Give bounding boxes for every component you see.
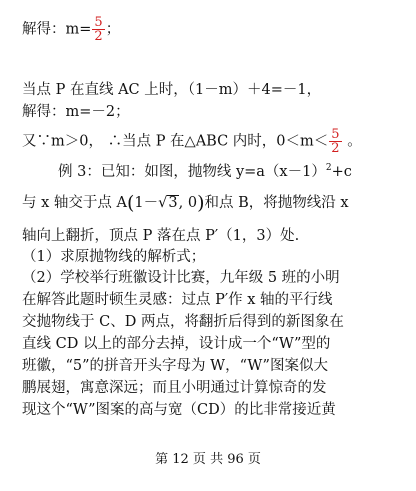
- right-paren: ): [197, 192, 205, 214]
- text: 解得：m=: [22, 21, 92, 38]
- fraction-numerator: 5: [94, 15, 103, 30]
- fraction-five-halves: [329, 128, 341, 155]
- line-point-a: [22, 193, 349, 213]
- text: ；: [105, 21, 121, 38]
- superscript: 2: [325, 163, 332, 174]
- page-footer: 第 12 页 共 96 页: [155, 452, 261, 467]
- fraction-denominator: 2: [331, 141, 340, 156]
- line-fold-vertex: 轴向上翻折，顶点 P 落在点 P′（1，3）处.: [22, 228, 300, 244]
- line-m-range: [22, 128, 362, 155]
- line-paragraph: 直线 CD 以上的部分去掉，设计成一个“W”型的: [22, 336, 331, 352]
- line-question-2: （2）学校举行班徽设计比赛，九年级 5 班的小明: [22, 270, 340, 286]
- text: +c: [331, 164, 352, 180]
- left-paren: (: [126, 192, 135, 214]
- line-question-1: （1）求原抛物线的解析式；: [22, 249, 206, 265]
- text: 1－: [134, 195, 159, 211]
- text: 例 3：已知：如图，抛物线 y=a（x－1）: [58, 164, 326, 180]
- line-solve-m2: 解得：m=－2；: [22, 104, 130, 120]
- text: 。: [347, 133, 362, 150]
- text: , 0: [178, 195, 198, 211]
- fraction-numerator: 5: [331, 127, 340, 142]
- sqrt-radicand: 3: [168, 195, 178, 211]
- line-paragraph: 现这个“W”图案的高与宽（CD）的比非常接近黄: [22, 402, 336, 418]
- line-paragraph: 班徽，“5”的拼音开头字母为 W，“W”图案似大: [22, 358, 328, 374]
- line-example-3: [58, 162, 352, 182]
- line-solve-m: [22, 16, 120, 43]
- sqrt-sign: √: [158, 195, 168, 211]
- line-paragraph: 鹏展翅，寓意深远；而且小明通过计算惊奇的发: [22, 380, 327, 396]
- text: 与 x 轴交于点 A: [22, 195, 127, 211]
- text: 和点 B，将抛物线沿 x: [204, 195, 349, 211]
- line-p-on-ac: 当点 P 在直线 AC 上时，（1－m）＋4=－1，: [22, 82, 322, 98]
- fraction-five-halves: [92, 16, 104, 43]
- line-paragraph: 交抛物线于 C、D 两点，将翻折后得到的新图象在: [22, 314, 344, 330]
- fraction-denominator: 2: [94, 29, 103, 44]
- text: 又∵m＞0， ∴当点 P 在△ABC 内时，0＜m＜: [22, 133, 329, 150]
- line-paragraph: 在解答此题时顿生灵感：过点 P′作 x 轴的平行线: [22, 292, 333, 308]
